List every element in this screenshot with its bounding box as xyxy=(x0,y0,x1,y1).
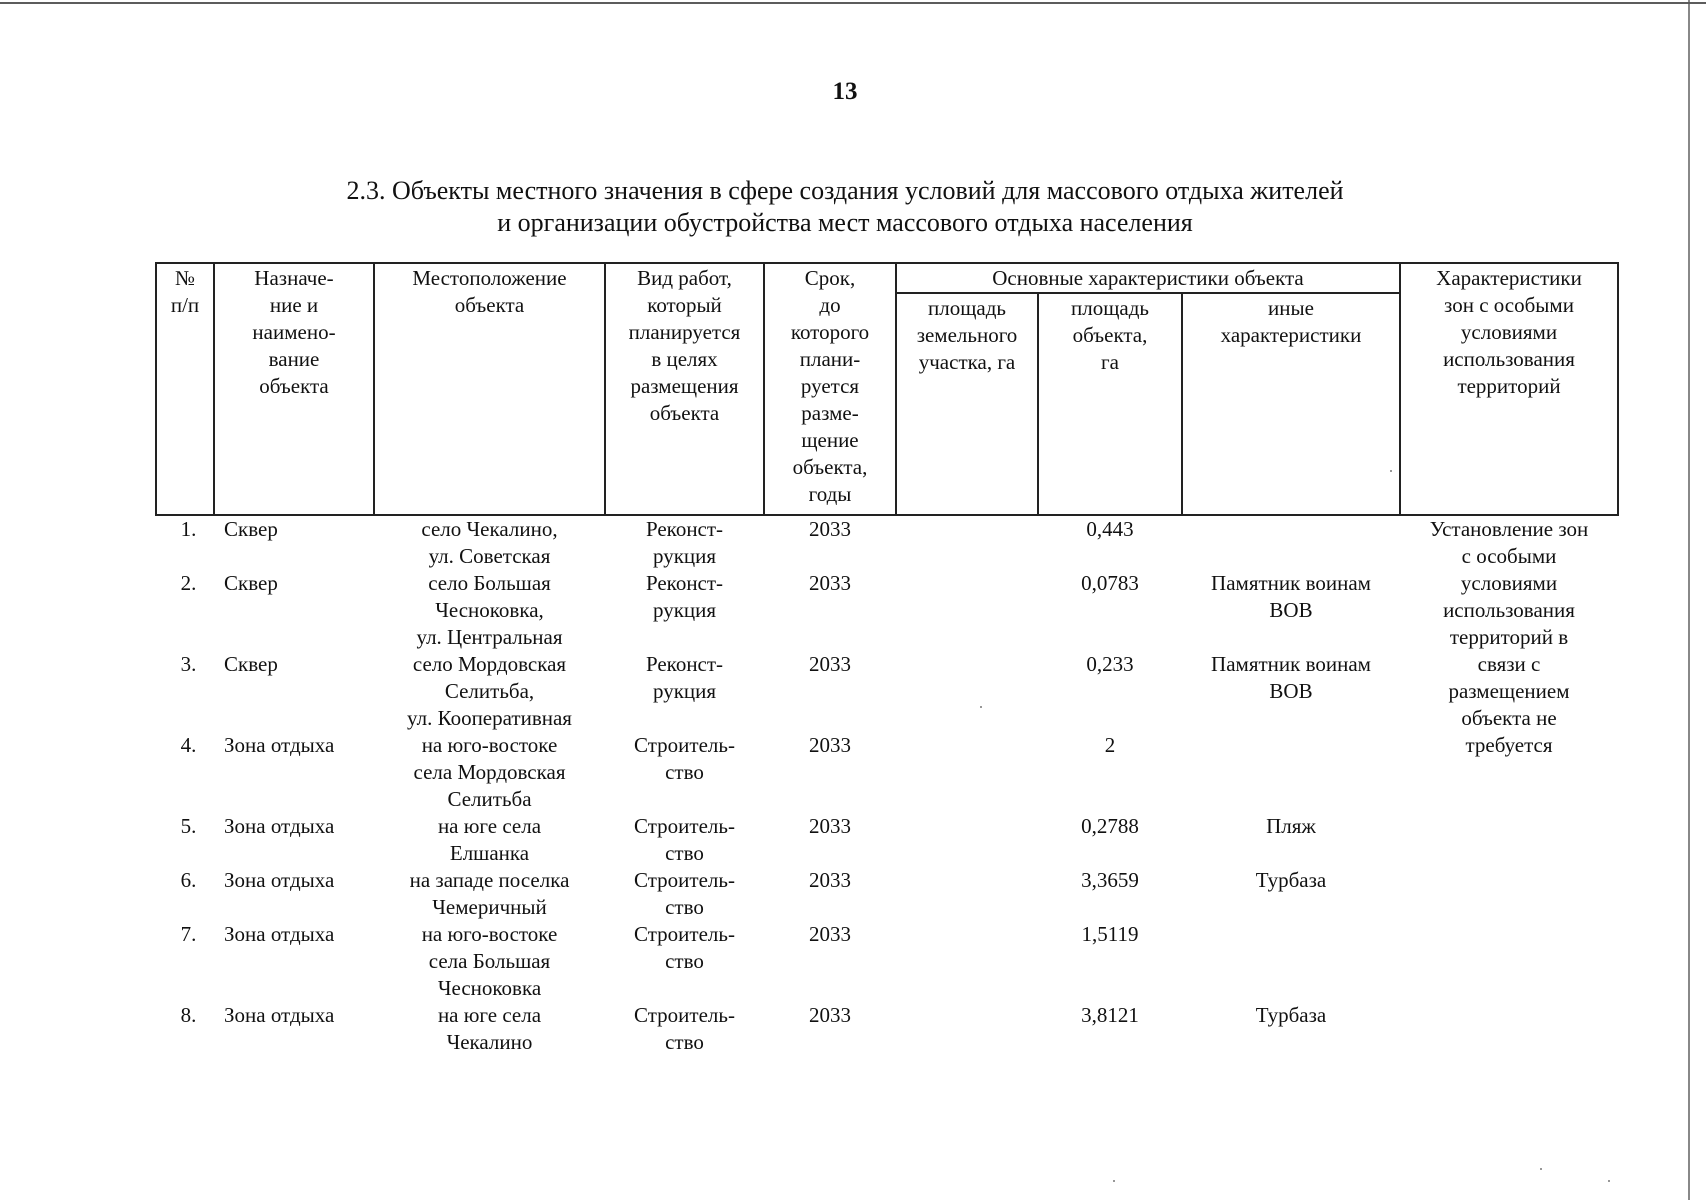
cell-other: Памятник воинам ВОВ xyxy=(1211,652,1371,703)
header-location: Местоположение объекта xyxy=(374,263,605,515)
cell-work-type: Строитель- ство xyxy=(634,868,735,919)
cell-land-area xyxy=(896,1002,1038,1056)
cell-num: 7. xyxy=(180,922,197,946)
cell-location: на западе поселка Чемеричный xyxy=(409,868,570,919)
table-row xyxy=(156,570,1618,651)
cell-term: 2033 xyxy=(809,868,851,892)
cell-object-area: 0,443 xyxy=(1086,517,1134,541)
cell-num: 2. xyxy=(180,571,197,595)
cell-other: Пляж xyxy=(1266,814,1316,838)
cell-other: Турбаза xyxy=(1255,1003,1327,1027)
cell-num: 4. xyxy=(180,733,197,757)
header-work-type: Вид работ, который планируется в целях размещения объекта xyxy=(605,263,764,515)
cell-term: 2033 xyxy=(809,1003,851,1027)
cell-land-area xyxy=(896,515,1038,570)
cell-num: 8. xyxy=(180,1003,197,1027)
cell-term: 2033 xyxy=(809,652,851,676)
cell-num: 3. xyxy=(180,652,197,676)
cell-other xyxy=(1182,732,1400,813)
cell-work-type: Реконст- рукция xyxy=(645,652,724,703)
cell-work-type: Строитель- ство xyxy=(634,1003,735,1054)
cell-work-type: Реконст- рукция xyxy=(645,571,724,622)
cell-land-area xyxy=(896,921,1038,1002)
cell-object-area: 1,5119 xyxy=(1081,922,1139,946)
cell-name: Зона отдыха xyxy=(224,814,335,838)
header-name: Назначе- ние и наимено- вание объекта xyxy=(214,263,374,515)
cell-name: Зона отдыха xyxy=(224,1003,335,1027)
cell-object-area: 2 xyxy=(1104,733,1116,757)
cell-land-area xyxy=(896,570,1038,651)
cell-name: Сквер xyxy=(224,652,278,676)
cell-name: Зона отдыха xyxy=(224,922,335,946)
cell-location: на юге села Елшанка xyxy=(437,814,542,865)
cell-object-area: 0,2788 xyxy=(1081,814,1139,838)
cell-object-area: 3,3659 xyxy=(1081,868,1139,892)
cell-location: на юге села Чекалино xyxy=(437,1003,542,1054)
cell-location: село Большая Чесноковка, ул. Центральная xyxy=(416,571,563,649)
table-row xyxy=(156,867,1618,921)
cell-land-area xyxy=(896,867,1038,921)
section-title-line-2: и организации обустройства мест массового отдыха населения xyxy=(497,208,1193,237)
cell-name: Зона отдыха xyxy=(224,733,335,757)
header-term: Срок, до которого плани- руется разме- щение объекта, годы xyxy=(764,263,896,515)
cell-term: 2033 xyxy=(809,571,851,595)
cell-num: 1. xyxy=(180,517,197,541)
cell-term: 2033 xyxy=(809,922,851,946)
cell-num: 5. xyxy=(180,814,197,838)
cell-object-area: 0,0783 xyxy=(1081,571,1139,595)
cell-work-type: Строитель- ство xyxy=(634,922,735,973)
scan-speck xyxy=(1540,1168,1542,1170)
table-header xyxy=(156,263,1618,515)
header-object-area: площадь объекта, га xyxy=(1038,293,1182,515)
scan-speck xyxy=(980,706,982,708)
scan-border-top xyxy=(0,2,1706,7)
header-zones: Характеристики зон с особыми условиями использования территорий xyxy=(1400,263,1618,515)
page-number: 13 xyxy=(832,78,858,105)
section-title xyxy=(0,175,1690,239)
cell-location: село Чекалино, ул. Советская xyxy=(421,517,558,568)
cell-land-area xyxy=(896,651,1038,732)
cell-object-area: 3,8121 xyxy=(1081,1003,1139,1027)
table-body xyxy=(156,515,1618,1056)
table-row xyxy=(156,732,1618,813)
cell-other: Памятник воинам ВОВ xyxy=(1211,571,1371,622)
cell-term: 2033 xyxy=(809,517,851,541)
cell-object-area: 0,233 xyxy=(1086,652,1134,676)
cell-other: Турбаза xyxy=(1255,868,1327,892)
objects-table xyxy=(155,262,1619,1056)
cell-other xyxy=(1182,921,1400,1002)
cell-name: Сквер xyxy=(224,517,278,541)
cell-location: село Мордовская Селитьба, ул. Кооперативная xyxy=(407,652,572,730)
table-row xyxy=(156,813,1618,867)
header-num: № п/п xyxy=(156,263,214,515)
cell-num: 6. xyxy=(180,868,197,892)
cell-name: Сквер xyxy=(224,571,278,595)
cell-work-type: Строитель- ство xyxy=(634,814,735,865)
header-other: иные характеристики xyxy=(1182,293,1400,515)
cell-location: на юго-востоке села Мордовская Селитьба xyxy=(413,733,566,811)
cell-work-type: Реконст- рукция xyxy=(645,517,724,568)
table-row xyxy=(156,651,1618,732)
table-row xyxy=(156,921,1618,1002)
header-main-characteristics: Основные характеристики объекта xyxy=(896,263,1400,293)
scan-speck xyxy=(1113,1180,1115,1182)
cell-zones-note: Установление зон с особыми условиями использования территорий в связи с размещением объекта не требуется xyxy=(1429,517,1589,757)
cell-land-area xyxy=(896,732,1038,813)
scan-speck xyxy=(1390,470,1392,472)
header-land-area: площадь земельного участка, га xyxy=(896,293,1038,515)
cell-location: на юго-востоке села Большая Чесноковка xyxy=(421,922,558,1000)
cell-term: 2033 xyxy=(809,814,851,838)
cell-other xyxy=(1182,515,1400,570)
cell-land-area xyxy=(896,813,1038,867)
cell-work-type: Строитель- ство xyxy=(634,733,735,784)
table-row xyxy=(156,1002,1618,1056)
scan-speck xyxy=(1608,1180,1610,1182)
cell-name: Зона отдыха xyxy=(224,868,335,892)
cell-term: 2033 xyxy=(809,733,851,757)
table-row xyxy=(156,515,1618,570)
section-title-line-1: 2.3. Объекты местного значения в сфере создания условий для массового отдыха жителей xyxy=(346,176,1344,205)
